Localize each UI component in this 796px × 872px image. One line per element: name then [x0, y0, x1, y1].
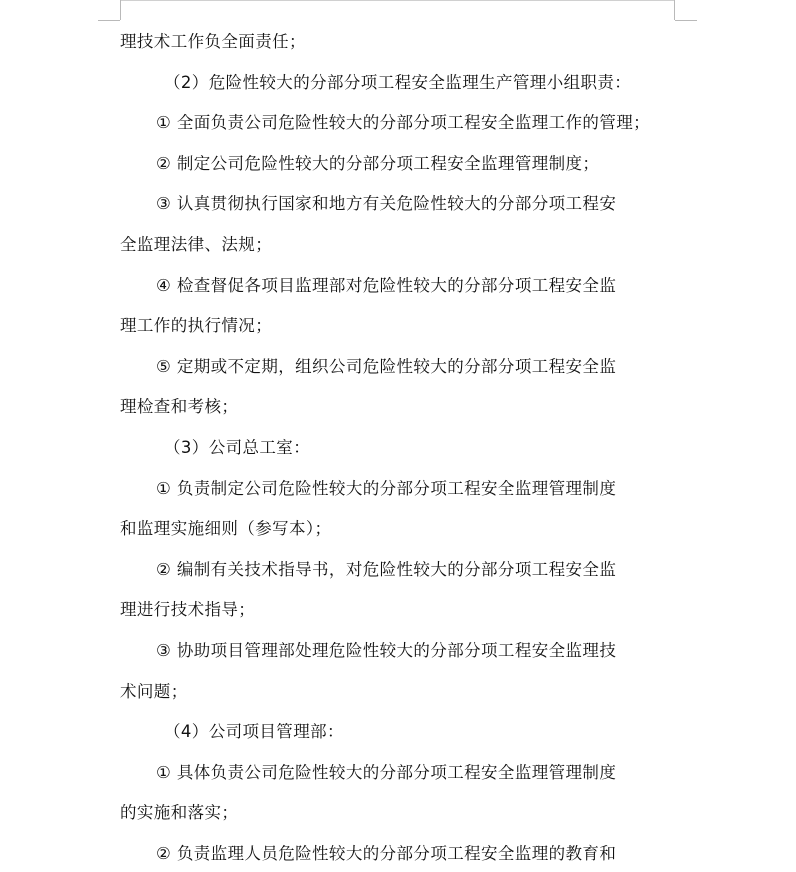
section-heading: （4）公司项目管理部：	[164, 722, 344, 742]
section-heading: （3）公司总工室：	[164, 437, 311, 457]
list-item: ② 制定公司危险性较大的分部分项工程安全监理管理制度；	[156, 153, 600, 173]
list-item: ① 全面负责公司危险性较大的分部分项工程安全监理工作的管理；	[156, 113, 651, 133]
crop-mark-top-right-horizontal	[675, 20, 697, 21]
list-item: ⑤ 定期或不定期，组织公司危险性较大的分部分项工程安全监	[156, 356, 617, 376]
document-body	[120, 22, 676, 872]
list-item: ③ 协助项目管理部处理危险性较大的分部分项工程安全监理技	[156, 640, 617, 660]
list-item: ① 具体负责公司危险性较大的分部分项工程安全监理管理制度	[156, 762, 617, 782]
list-item-continuation: 理进行技术指导；	[120, 600, 256, 620]
list-item-continuation: 和监理实施细则（参写本）；	[120, 519, 332, 539]
crop-mark-top-left-vertical	[120, 0, 121, 20]
list-item: ③ 认真贯彻执行国家和地方有关危险性较大的分部分项工程安	[156, 194, 617, 214]
crop-mark-top-left-horizontal	[98, 20, 120, 21]
crop-mark-top-right-vertical	[674, 0, 675, 20]
list-item: ② 编制有关技术指导书，对危险性较大的分部分项工程安全监	[156, 559, 617, 579]
section-heading: （2）危险性较大的分部分项工程安全监理生产管理小组职责：	[164, 72, 632, 92]
list-item-continuation: 全监理法律、法规；	[120, 234, 273, 254]
list-item-continuation: 理工作的执行情况；	[120, 316, 273, 336]
list-item: ① 负责制定公司危险性较大的分部分项工程安全监理管理制度	[156, 478, 617, 498]
list-item: ② 负责监理人员危险性较大的分部分项工程安全监理的教育和	[156, 843, 617, 863]
list-item-continuation: 理检查和考核；	[120, 397, 239, 417]
list-item: ④ 检查督促各项目监理部对危险性较大的分部分项工程安全监	[156, 275, 617, 295]
text-line: 理技术工作负全面责任；	[120, 32, 306, 51]
list-item-continuation: 术问题；	[120, 681, 188, 701]
page-top-edge	[120, 0, 674, 1]
list-item-continuation: 的实施和落实；	[120, 803, 239, 823]
